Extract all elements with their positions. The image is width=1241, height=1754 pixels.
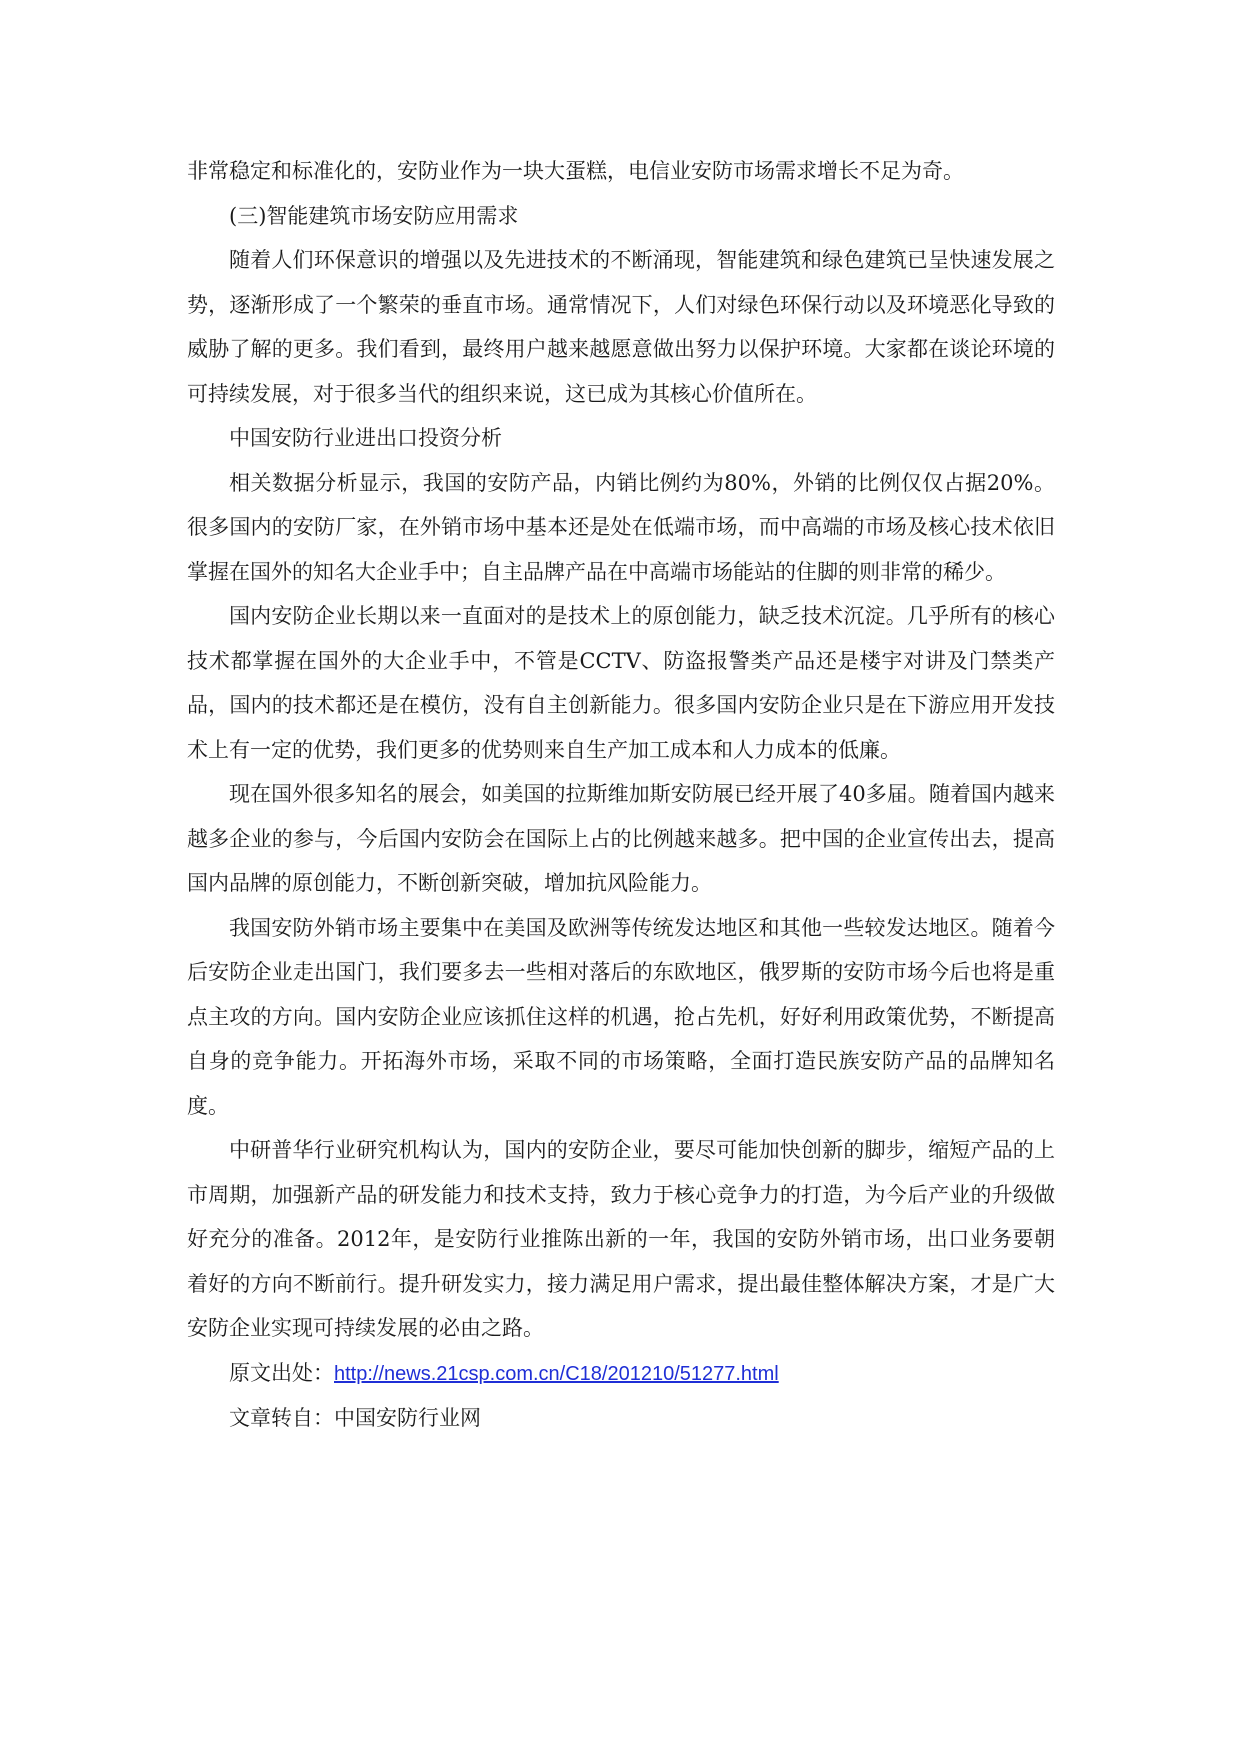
paragraph-core-technology: 国内安防企业长期以来一直面对的是技术上的原创能力，缺乏技术沉淀。几乎所有的核心技术都掌握在国外的大企业手中，不管是CCTV、防盗报警类产品还是楼宇对讲及门禁类产品，国内的技术都还是在模仿，没有自主创新能力。很多国内安防企业只是在下游应用开发技术上有一定的优势，我们更多的优势则来自生产加工成本和人力成本的低廉。	[187, 604, 1055, 762]
paragraph-continuation: 非常稳定和标准化的，安防业作为一块大蛋糕，电信业安防市场需求增长不足为奇。	[187, 159, 964, 183]
article-body	[187, 149, 1055, 1441]
paragraph-research-conclusion: 中研普华行业研究机构认为，国内的安防企业，要尽可能加快创新的脚步，缩短产品的上市周期，加强新产品的研发能力和技术支持，致力于核心竞争力的打造，为今后产业的升级做好充分的准备。2012年，是安防行业推陈出新的一年，我国的安防外销市场，出口业务要朝着好的方向不断前行。提升研发实力，接力满足用户需求，提出最佳整体解决方案，才是广大安防企业实现可持续发展的必由之路。	[187, 1138, 1055, 1340]
source-label: 原文出处：	[229, 1360, 334, 1385]
repost-line: 文章转自：中国安防行业网	[229, 1406, 481, 1430]
section-heading-import-export: 中国安防行业进出口投资分析	[229, 426, 502, 450]
paragraph-domestic-export-ratio: 相关数据分析显示，我国的安防产品，内销比例约为80%，外销的比例仅仅占据20%。很多国内的安防厂家，在外销市场中基本还是处在低端市场，而中高端的市场及核心技术依旧掌握在国外的知名大企业手中；自主品牌产品在中高端市场能站的住脚的则非常的稀少。	[187, 470, 1055, 584]
paragraph-smart-building: 随着人们环保意识的增强以及先进技术的不断涌现，智能建筑和绿色建筑已呈快速发展之势，逐渐形成了一个繁荣的垂直市场。通常情况下，人们对绿色环保行动以及环境恶化导致的威胁了解的更多。我们看到，最终用户越来越愿意做出努力以保护环境。大家都在谈论环境的可持续发展，对于很多当代的组织来说，这已成为其核心价值所在。	[187, 248, 1055, 406]
source-line	[187, 1351, 1055, 1397]
paragraph-exhibitions: 现在国外很多知名的展会，如美国的拉斯维加斯安防展已经开展了40多届。随着国内越来越多企业的参与，今后国内安防会在国际上占的比例越来越多。把中国的企业宣传出去，提高国内品牌的原创能力，不断创新突破，增加抗风险能力。	[187, 782, 1055, 895]
section-heading-smart-building: (三)智能建筑市场安防应用需求	[229, 203, 519, 228]
paragraph-export-markets: 我国安防外销市场主要集中在美国及欧洲等传统发达地区和其他一些较发达地区。随着今后安防企业走出国门，我们要多去一些相对落后的东欧地区，俄罗斯的安防市场今后也将是重点主攻的方向。国内安防企业应该抓住这样的机遇，抢占先机，好好利用政策优势，不断提高自身的竞争能力。开拓海外市场，采取不同的市场策略，全面打造民族安防产品的品牌知名度。	[187, 915, 1055, 1118]
source-link[interactable]: http://news.21csp.com.cn/C18/201210/51277.html	[334, 1362, 779, 1385]
